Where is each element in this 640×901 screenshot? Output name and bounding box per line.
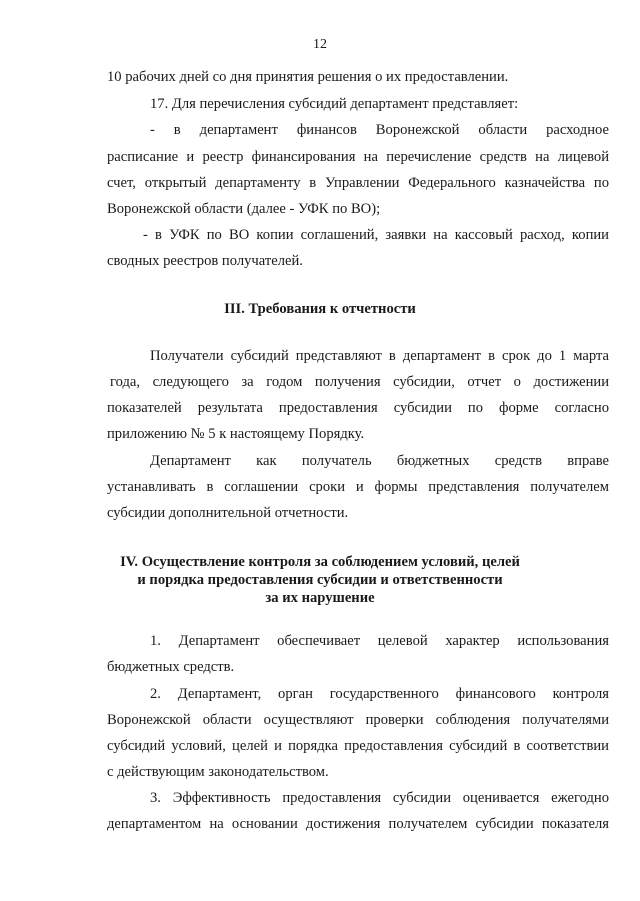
- section-3-para1-line2: года, следующего за годом получения субсидии, отчет о достижении: [110, 374, 609, 390]
- section-3-para2-line3: субсидии дополнительной отчетности.: [107, 505, 349, 521]
- paragraph-17-item2-line1: - в УФК по ВО копии соглашений, заявки на кассовый расход, копии: [143, 227, 609, 243]
- paragraph-17-item1-line3: счет, открытый департаменту в Управлении Федерального казначейства по: [107, 175, 609, 191]
- paragraph-17-item1-line4: Воронежской области (далее - УФК по ВО);: [107, 201, 381, 217]
- paragraph-17-intro: 17. Для перечисления субсидий департамент представляет:: [150, 96, 519, 112]
- section-3-para2-line1: Департамент как получатель бюджетных средств вправе: [150, 453, 609, 469]
- section-3-para1-line3: показателей результата предоставления субсидии по форме согласно: [107, 400, 609, 416]
- paragraph-17-item1-line1: - в департамент финансов Воронежской области расходное: [150, 122, 609, 138]
- section-4-item3-line1: 3. Эффективность предоставления субсидии оценивается ежегодно: [150, 790, 609, 806]
- section-4-item1-line1: 1. Департамент обеспечивает целевой характер использования: [150, 633, 609, 649]
- paragraph-17-item2-line2: сводных реестров получателей.: [107, 253, 303, 269]
- paragraph-16-tail: 10 рабочих дней со дня принятия решения о их предоставлении.: [107, 69, 509, 85]
- section-4-heading-line2: и порядка предоставления субсидии и ответственности: [137, 572, 503, 588]
- section-4-heading-line1: IV. Осуществление контроля за соблюдением условий, целей: [120, 554, 520, 570]
- section-4-item2-line3: субсидий условий, целей и порядка предоставления субсидий в соответствии: [107, 738, 609, 754]
- section-4-item2-line1: 2. Департамент, орган государственного финансового контроля: [150, 686, 609, 702]
- section-3-para2-line2: устанавливать в соглашении сроки и формы представления получателем: [107, 479, 609, 495]
- section-4-item1-line2: бюджетных средств.: [107, 659, 235, 675]
- paragraph-17-item1-line2: расписание и реестр финансирования на перечисление средств на лицевой: [107, 149, 609, 165]
- section-4-item2-line2: Воронежской области осуществляют проверки соблюдения получателями: [107, 712, 609, 728]
- section-4-item2-line4: с действующим законодательством.: [107, 764, 329, 780]
- page-number: 12: [313, 37, 327, 52]
- section-3-heading: III. Требования к отчетности: [224, 301, 416, 317]
- section-4-item3-line2: департаментом на основании достижения получателем субсидии показателя: [107, 816, 609, 832]
- section-3-para1-line1: Получатели субсидий представляют в департамент в срок до 1 марта: [150, 348, 609, 364]
- section-3-para1-line4: приложению № 5 к настоящему Порядку.: [107, 426, 365, 442]
- section-4-heading-line3: за их нарушение: [265, 590, 375, 606]
